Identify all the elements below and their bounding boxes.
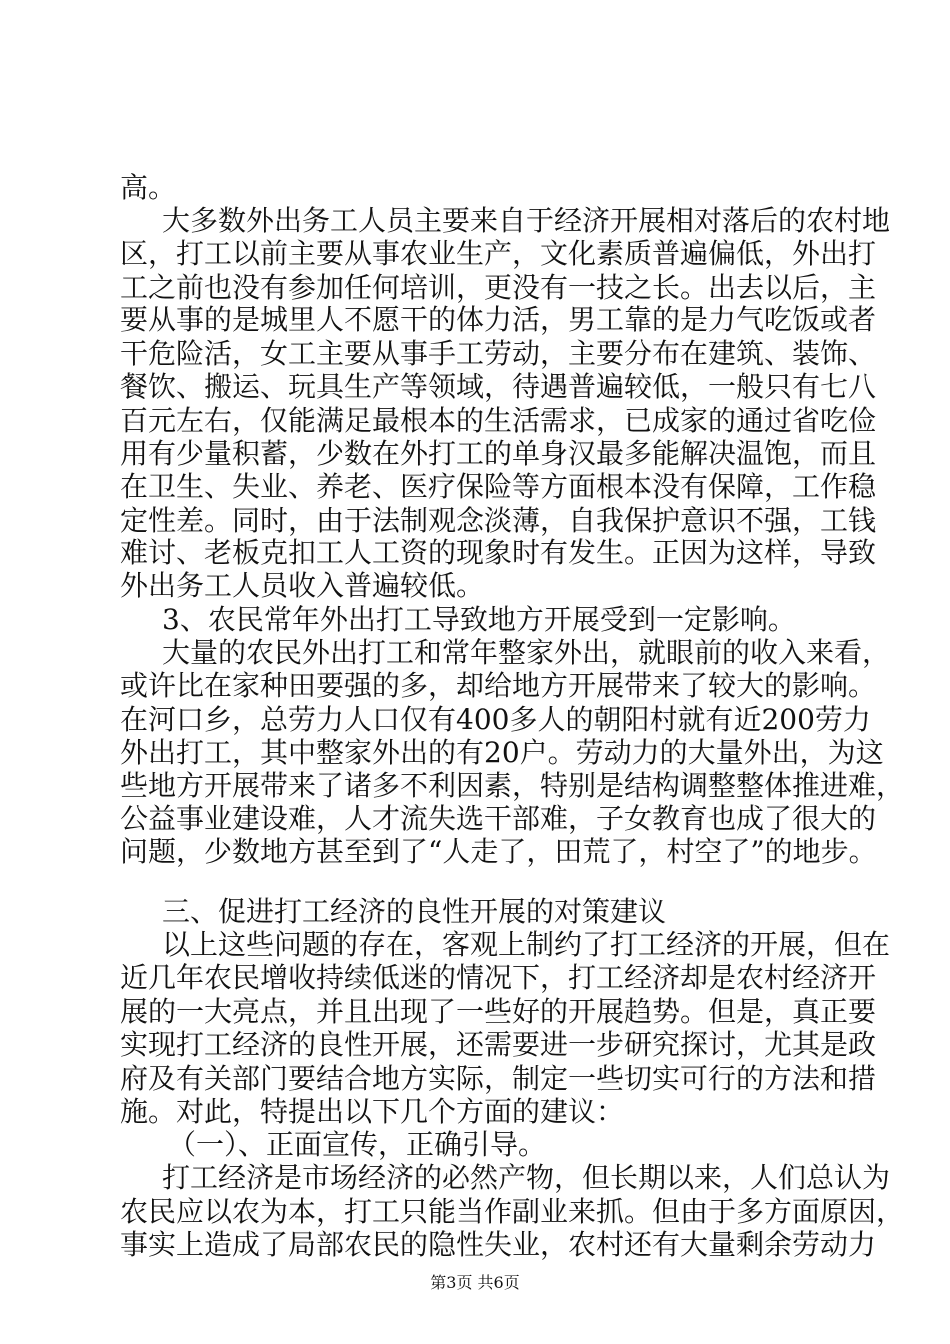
text-line: 公益事业建设难，人才流失选干部难，子女教育也成了很大的 <box>120 802 877 836</box>
text-line: 府及有关部门要结合地方实际，制定一些切实可行的方法和措 <box>120 1061 877 1095</box>
text-line: 工之前也没有参加任何培训，更没有一技之长。出去以后，主 <box>120 270 877 304</box>
paragraph-line: 以上这些问题的存在，客观上制约了打工经济的开展，但在 <box>162 928 891 962</box>
text-line: 高。 <box>120 171 177 204</box>
text-line: 展的一大亮点，并且出现了一些好的开展趋势。但是，真正要 <box>120 995 877 1029</box>
text-line: 实现打工经济的良性开展，还需要进一步研究探讨，尤其是政 <box>120 1027 877 1061</box>
paragraph-line: 大量的农民外出打工和常年整家外出，就眼前的收入来看， <box>162 636 891 669</box>
text-line: 干危险活，女工主要从事手工劳动，主要分布在建筑、装饰、 <box>120 337 877 371</box>
text-line: 难讨、老板克扣工人工资的现象时有发生。正因为这样，导致 <box>120 536 877 570</box>
text-line: 或许比在家种田要强的多，却给地方开展带来了较大的影响。 <box>120 668 877 702</box>
subheading: 3、农民常年外出打工导致地方开展受到一定影响。 <box>162 603 796 637</box>
text-line: 近几年农民增收持续低迷的情况下，打工经济却是农村经济开 <box>120 961 877 995</box>
subheading: （一）、正面宣传，正确引导。 <box>168 1128 547 1162</box>
text-line: 问题，少数地方甚至到了“人走了，田荒了，村空了”的地步。 <box>120 835 877 869</box>
page-footer: 第3页 共6页 <box>430 1273 520 1292</box>
section-heading: 三、促进打工经济的良性开展的对策建议 <box>162 895 667 929</box>
text-line: 事实上造成了局部农民的隐性失业，农村还有大量剩余劳动力 <box>120 1228 877 1261</box>
paragraph-line: 打工经济是市场经济的必然产物，但长期以来，人们总认为 <box>162 1161 891 1195</box>
text-line: 百元左右，仅能满足最根本的生活需求，已成家的通过省吃俭 <box>120 403 877 437</box>
text-line: 些地方开展带来了诸多不利因素，特别是结构调整整体推进难， <box>120 769 905 803</box>
text-line: 用有少量积蓄，少数在外打工的单身汉最多能解决温饱，而且 <box>120 436 877 470</box>
text-line: 在河口乡，总劳力人口仅有400多人的朝阳村就有近200劳力 <box>120 702 871 736</box>
text-line: 外出务工人员收入普遍较低。 <box>120 569 485 603</box>
text-line: 区，打工以前主要从事农业生产，文化素质普遍偏低，外出打 <box>120 236 877 270</box>
text-line: 农民应以农为本，打工只能当作副业来抓。但由于多方面原因， <box>120 1195 905 1229</box>
text-line: 外出打工，其中整家外出的有20户。劳动力的大量外出，为这 <box>120 735 884 769</box>
text-line: 餐饮、搬运、玩具生产等领域，待遇普遍较低，一般只有七八 <box>120 370 877 404</box>
text-line: 定性差。同时，由于法制观念淡薄，自我保护意识不强，工钱 <box>120 503 877 537</box>
text-line: 在卫生、失业、养老、医疗保险等方面根本没有保障，工作稳 <box>120 469 877 503</box>
text-line: 施。对此，特提出以下几个方面的建议： <box>120 1094 625 1128</box>
paragraph-line: 大多数外出务工人员主要来自于经济开展相对落后的农村地 <box>162 203 891 237</box>
text-line: 要从事的是城里人不愿干的体力活，男工靠的是力气吃饭或者 <box>120 303 877 337</box>
